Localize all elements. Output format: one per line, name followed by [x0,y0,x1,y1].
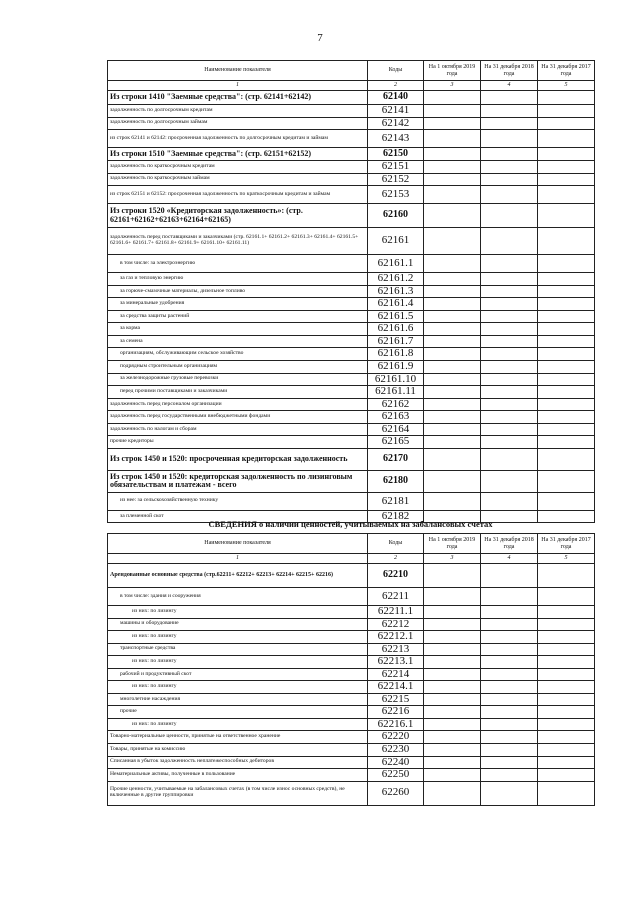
value-cell [481,228,538,255]
row-code: 62161.5 [368,310,424,323]
row-code: 62164 [368,423,424,436]
value-cell [538,285,595,298]
value-cell [481,255,538,273]
value-cell [538,606,595,619]
value-cell [424,706,481,719]
value-cell [538,731,595,744]
value-cell [538,769,595,782]
value-cell [424,186,481,204]
value-cell [538,386,595,399]
value-cell [481,398,538,411]
value-cell [538,186,595,204]
value-cell [424,285,481,298]
value-cell [538,643,595,656]
value-cell [538,348,595,361]
value-cell [538,411,595,424]
table-row [108,386,595,399]
value-cell [424,668,481,681]
value-cell [481,373,538,386]
row-code: 62160 [368,204,424,228]
value-cell [481,731,538,744]
row-label: Из строки 1410 "Заемные средства": (стр. 62141+62142) [108,91,368,105]
value-cell [424,335,481,348]
row-code: 62162 [368,398,424,411]
row-label: из них: по лизингу [108,631,368,644]
row-label: за племенной скот [108,510,368,523]
row-code: 62161.6 [368,323,424,336]
row-label: Арендованные основные средства (стр.62211+ 62212+ 62213+ 62214+ 62215+ 62216) [108,564,368,588]
row-label: машины и оборудование [108,618,368,631]
row-code: 62165 [368,436,424,449]
row-code: 62161.7 [368,335,424,348]
header-name: Наименование показателя [108,534,368,554]
row-code: 62161.11 [368,386,424,399]
row-label: задолженность перед государственными внебюджетными фондами [108,411,368,424]
value-cell [481,643,538,656]
value-cell [538,656,595,669]
table-row [108,173,595,186]
value-cell [424,492,481,510]
table-row [108,448,595,470]
table-row [108,298,595,311]
table-row [108,588,595,606]
row-code: 62215 [368,693,424,706]
row-label: Из строк 1450 и 1520: кредиторская задолженность по лизинговым обязательствам и платежам - всего [108,470,368,492]
value-cell [424,228,481,255]
value-cell [538,323,595,336]
row-label: за семена [108,335,368,348]
table-row [108,718,595,731]
value-cell [538,161,595,174]
value-cell [424,618,481,631]
table-row [108,693,595,706]
row-code: 62212.1 [368,631,424,644]
row-code: 62161.8 [368,348,424,361]
row-label: Из строки 1510 "Заемные средства": (стр. 62151+62152) [108,148,368,161]
row-code: 62240 [368,756,424,769]
table-row [108,656,595,669]
row-label: Товары, принятые на комиссию [108,744,368,757]
table-row [108,91,595,105]
value-cell [481,470,538,492]
row-label: Из строки 1520 «Кредиторская задолженность»: (стр. 62161+62162+62163+62164+62165) [108,204,368,228]
value-cell [481,204,538,228]
value-cell [481,386,538,399]
value-cell [424,631,481,644]
row-code: 62250 [368,769,424,782]
row-code: 62220 [368,731,424,744]
header-col3: На 31 декабря 2017 года [538,61,595,81]
value-cell [424,448,481,470]
table-row [108,631,595,644]
table-row [108,273,595,286]
value-cell [424,470,481,492]
row-code: 62161.4 [368,298,424,311]
table-row [108,398,595,411]
table-row [108,781,595,805]
table-row [108,161,595,174]
value-cell [424,436,481,449]
value-cell [424,173,481,186]
value-cell [424,769,481,782]
value-cell [424,386,481,399]
header-code: Коды [368,61,424,81]
value-cell [424,693,481,706]
row-label: перед прочими поставщиками и заказчиками [108,386,368,399]
row-code: 62181 [368,492,424,510]
value-cell [538,130,595,148]
table-row [108,323,595,336]
row-code: 62210 [368,564,424,588]
table-row [108,564,595,588]
value-cell [481,348,538,361]
value-cell [538,373,595,386]
table-row [108,492,595,510]
header-col1: На 1 октября 2019 года [424,534,481,554]
table-row [108,470,595,492]
row-code: 62211 [368,588,424,606]
value-cell [538,718,595,731]
row-label: из них: по лизингу [108,656,368,669]
table-row [108,204,595,228]
value-cell [481,693,538,706]
row-label: транспортные средства [108,643,368,656]
value-cell [481,285,538,298]
value-cell [481,148,538,161]
value-cell [481,448,538,470]
colnum-3: 3 [424,554,481,564]
row-code: 62153 [368,186,424,204]
table-row [108,436,595,449]
value-cell [481,186,538,204]
value-cell [424,373,481,386]
value-cell [424,130,481,148]
value-cell [481,606,538,619]
value-cell [481,298,538,311]
value-cell [538,631,595,644]
row-code: 62216 [368,706,424,719]
value-cell [538,436,595,449]
table-row [108,643,595,656]
table-row [108,423,595,436]
value-cell [424,423,481,436]
colnum-5: 5 [538,81,595,91]
value-cell [538,148,595,161]
value-cell [424,411,481,424]
row-label: подрядным строительным организациям [108,361,368,374]
table-row [108,348,595,361]
value-cell [538,361,595,374]
table-row [108,361,595,374]
value-cell [424,204,481,228]
value-cell [424,731,481,744]
row-label: за корма [108,323,368,336]
row-code: 62260 [368,781,424,805]
value-cell [538,335,595,348]
table-row [108,756,595,769]
row-label: за минеральные удобрения [108,298,368,311]
row-code: 62161.2 [368,273,424,286]
value-cell [481,564,538,588]
row-code: 62161.9 [368,361,424,374]
value-cell [538,310,595,323]
value-cell [538,228,595,255]
colnum-4: 4 [481,81,538,91]
row-code: 62212 [368,618,424,631]
colnum-1: 1 [108,81,368,91]
table-row [108,411,595,424]
colnum-3: 3 [424,81,481,91]
value-cell [481,91,538,105]
value-cell [538,564,595,588]
row-code: 62150 [368,148,424,161]
value-cell [538,117,595,130]
row-code: 62161.3 [368,285,424,298]
value-cell [538,706,595,719]
table-row [108,606,595,619]
value-cell [538,744,595,757]
value-cell [538,398,595,411]
row-label: в том числе: здания и сооружения [108,588,368,606]
row-label: Из строк 1450 и 1520: просроченная кредиторская задолженность [108,448,368,470]
colnum-4: 4 [481,554,538,564]
value-cell [424,756,481,769]
value-cell [481,130,538,148]
row-label: задолженность по долгосрочным займам [108,117,368,130]
colnum-2: 2 [368,554,424,564]
value-cell [424,718,481,731]
row-label: из них: по лизингу [108,718,368,731]
value-cell [538,105,595,118]
table-row [108,668,595,681]
value-cell [424,656,481,669]
row-code: 62180 [368,470,424,492]
value-cell [538,781,595,805]
value-cell [424,781,481,805]
row-code: 62143 [368,130,424,148]
row-label: прочие кредиторы [108,436,368,449]
value-cell [424,310,481,323]
table-row [108,117,595,130]
value-cell [424,398,481,411]
value-cell [538,492,595,510]
value-cell [481,756,538,769]
value-cell [481,718,538,731]
row-label: задолженность по долгосрочным кредитам [108,105,368,118]
header-col2: На 31 декабря 2018 года [481,534,538,554]
row-code: 62214.1 [368,681,424,694]
value-cell [424,681,481,694]
table-row [108,335,595,348]
value-cell [538,255,595,273]
header-col1: На 1 октября 2019 года [424,61,481,81]
value-cell [538,448,595,470]
row-label: задолженность по налогам и сборам [108,423,368,436]
table-row [108,706,595,719]
value-cell [481,631,538,644]
value-cell [538,756,595,769]
row-code: 62152 [368,173,424,186]
value-cell [538,693,595,706]
row-code: 62214 [368,668,424,681]
table-row [108,373,595,386]
value-cell [481,173,538,186]
row-label: рабочий и продуктивный скот [108,668,368,681]
value-cell [481,492,538,510]
table-row [108,255,595,273]
row-label: Прочие ценности, учитываемые на забалансовых счетах (в том числе износ основных средств), не включенные в другие группировки [108,781,368,805]
row-label: задолженность по краткосрочным займам [108,173,368,186]
value-cell [481,769,538,782]
value-cell [538,298,595,311]
value-cell [481,618,538,631]
row-label: из нее: за сельскохозяйственную технику [108,492,368,510]
row-code: 62170 [368,448,424,470]
value-cell [538,423,595,436]
value-cell [481,335,538,348]
value-cell [481,436,538,449]
value-cell [538,470,595,492]
value-cell [481,744,538,757]
value-cell [481,273,538,286]
row-label: Товарно-материальные ценности, принятые на ответственное хранение [108,731,368,744]
value-cell [424,161,481,174]
row-label: из них: по лизингу [108,606,368,619]
table-row [108,130,595,148]
value-cell [538,588,595,606]
row-code: 62211.1 [368,606,424,619]
row-code: 62213.1 [368,656,424,669]
table-row [108,148,595,161]
value-cell [538,204,595,228]
row-label: за горюче-смазочные материалы, дизельное топливо [108,285,368,298]
row-code: 62141 [368,105,424,118]
value-cell [424,117,481,130]
table-row [108,310,595,323]
value-cell [481,668,538,681]
table-row [108,285,595,298]
colnum-2: 2 [368,81,424,91]
value-cell [481,323,538,336]
row-label: Списанная в убыток задолженность неплатежеспособных дебиторов [108,756,368,769]
page-number: 7 [317,32,323,44]
table-row [108,769,595,782]
value-cell [538,91,595,105]
row-code: 62151 [368,161,424,174]
value-cell [481,310,538,323]
value-cell [424,148,481,161]
table-row [108,186,595,204]
indicators-table [107,60,595,523]
header-col3: На 31 декабря 2017 года [538,534,595,554]
value-cell [481,105,538,118]
row-label: за железнодорожные грузовые перевозки [108,373,368,386]
row-code: 62142 [368,117,424,130]
value-cell [424,643,481,656]
value-cell [424,361,481,374]
table-row [108,105,595,118]
table-row [108,744,595,757]
row-label: из строк 62151 и 62152: просроченная задолженность по краткосрочным кредитам и займам [108,186,368,204]
value-cell [424,606,481,619]
table-row [108,618,595,631]
row-label: за средства защиты растений [108,310,368,323]
colnum-1: 1 [108,554,368,564]
row-code: 62213 [368,643,424,656]
value-cell [481,161,538,174]
value-cell [424,255,481,273]
row-label: из строк 62141 и 62142: просроченная задолженность по долгосрочным кредитам и займам [108,130,368,148]
value-cell [424,348,481,361]
row-code: 62216.1 [368,718,424,731]
value-cell [424,588,481,606]
row-label: в том числе: за электроэнергию [108,255,368,273]
row-label: за газ и тепловую энергию [108,273,368,286]
value-cell [538,618,595,631]
table-row [108,731,595,744]
row-code: 62161.1 [368,255,424,273]
value-cell [481,681,538,694]
value-cell [481,411,538,424]
value-cell [424,744,481,757]
header-name: Наименование показателя [108,61,368,81]
value-cell [538,681,595,694]
row-label: задолженность по краткосрочным кредитам [108,161,368,174]
value-cell [424,564,481,588]
value-cell [481,588,538,606]
header-code: Коды [368,534,424,554]
row-code: 62161 [368,228,424,255]
row-label: организациям, обслуживающим сельское хозяйство [108,348,368,361]
value-cell [481,656,538,669]
value-cell [424,273,481,286]
value-cell [481,361,538,374]
table-row [108,681,595,694]
row-label: многолетние насаждения [108,693,368,706]
value-cell [481,706,538,719]
row-code: 62230 [368,744,424,757]
row-code: 62140 [368,91,424,105]
value-cell [481,423,538,436]
off-balance-table [107,533,595,806]
value-cell [424,323,481,336]
value-cell [538,273,595,286]
table-row [108,228,595,255]
colnum-5: 5 [538,554,595,564]
value-cell [481,117,538,130]
row-label: прочие [108,706,368,719]
header-col2: На 31 декабря 2018 года [481,61,538,81]
value-cell [424,91,481,105]
value-cell [538,173,595,186]
row-label: задолженность перед поставщиками и заказчиками (стр. 62161.1+ 62161.2+ 62161.3+ 62161.4+ 62161.5+ 62161.6+ 62161.7+ 62161.8+ 62161.9+ 62161.10+ 62161.11) [108,228,368,255]
value-cell [424,298,481,311]
row-code: 62163 [368,411,424,424]
row-label: Нематериальные активы, полученные в пользование [108,769,368,782]
section-title: СВЕДЕНИЯ о наличии ценностей, учитываемых на забалансовых счетах [208,519,493,529]
row-code: 62161.10 [368,373,424,386]
value-cell [481,781,538,805]
row-label: задолженность перед персоналом организации [108,398,368,411]
row-code: 62182 [368,510,424,523]
value-cell [424,105,481,118]
value-cell [538,668,595,681]
row-label: из них: по лизингу [108,681,368,694]
